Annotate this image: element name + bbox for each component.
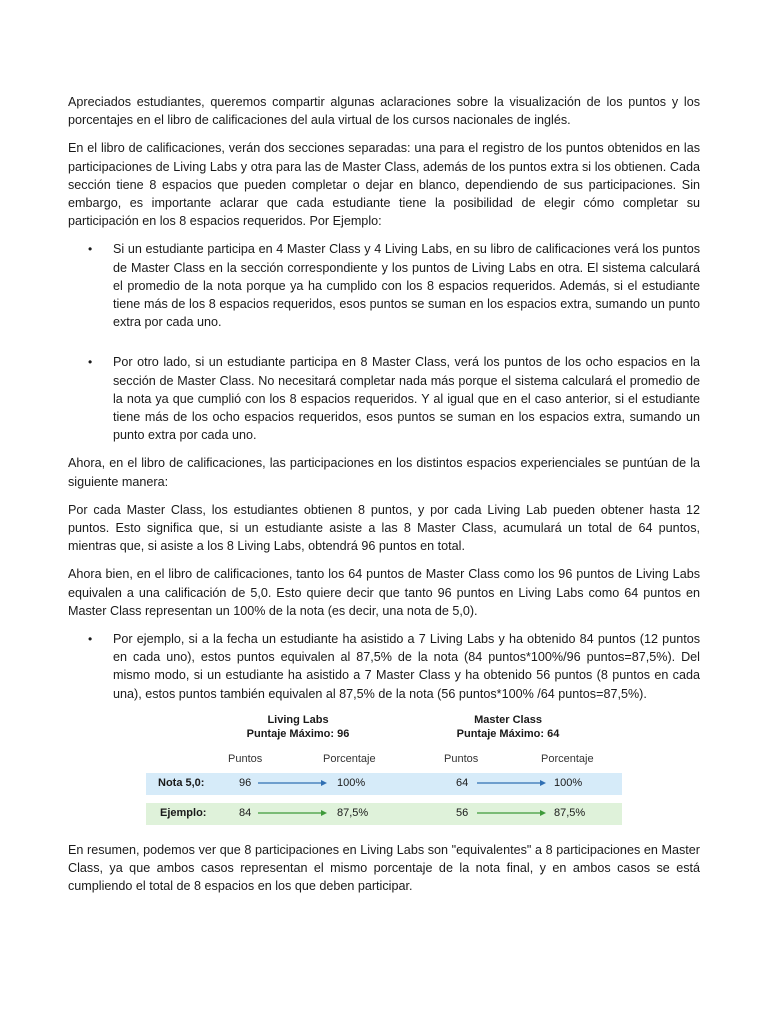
points-table: [68, 711, 700, 829]
bullet-icon: •: [88, 355, 93, 370]
list-item-text: Por otro lado, si un estudiante participa en 8 Master Class, verá los puntos de los ocho espacios en la sección de Master Class. No necesitará completar nada más porque el sistema calculará el promedio de la nota ya que cumplió con los 8 espacios requeridos. Y al igual que en el caso anterior, si el estudiante tiene más de los ocho espacios requeridos, esos puntos se suman en los espacios extra, sumando un punto extra por cada uno.: [113, 355, 700, 443]
living-percent: 100%: [337, 776, 366, 789]
arrow-icon: [477, 778, 547, 788]
arrow-icon: [258, 778, 328, 788]
examples-list: [68, 240, 700, 444]
living-percent: 87,5%: [337, 806, 369, 819]
living-labs-max: Puntaje Máximo: 96: [246, 727, 350, 740]
master-col-porcentaje: Porcentaje: [541, 752, 594, 765]
list-item: [68, 240, 700, 331]
master-class-title: Master Class: [474, 713, 542, 726]
living-col-puntos: Puntos: [228, 752, 263, 765]
points-paragraph: Por cada Master Class, los estudiantes obtienen 8 puntos, y por cada Living Lab pueden obtener hasta 12 puntos. Esto significa que, si un estudiante asiste a las 8 Master Class, acumulará un total de 64 puntos, mientras que, si asiste a los 8 Living Labs, obtendrá 96 puntos en total.: [68, 502, 700, 554]
list-item: [68, 353, 700, 444]
living-points: 96: [239, 776, 252, 789]
master-points: 56: [456, 806, 469, 819]
arrow-icon: [258, 808, 328, 818]
living-labs-title: Living Labs: [267, 713, 329, 726]
arrow-icon: [477, 808, 547, 818]
row-label: Nota 5,0:: [158, 776, 205, 789]
living-labs-header: [228, 713, 368, 741]
master-col-puntos: Puntos: [444, 752, 479, 765]
list-item-text: Si un estudiante participa en 4 Master Class y 4 Living Labs, en su libro de calificaciones verá los puntos de Master Class en la sección correspondiente y los puntos de Living Labs en otra. El sistema calculará el promedio de la nota porque ya ha cumplido con los 8 espacios requeridos. Además, si el estudiante tiene más de los 8 espacios requeridos, esos puntos se suman en los espacios extra, sumando un punto extra por cada uno.: [113, 242, 700, 330]
list-item: [68, 630, 700, 703]
master-percent: 100%: [554, 776, 583, 789]
master-class-max: Puntaje Máximo: 64: [456, 727, 560, 740]
table-row-ejemplo: [146, 803, 622, 825]
equivalence-paragraph: Ahora bien, en el libro de calificaciones, tanto los 64 puntos de Master Class como los 96 puntos de Living Labs equivalen a una calificación de 5,0. Esto quiere decir que tanto 96 puntos en Living Labs como 64 puntos en Master Class representan un 100% de la nota (es decir, una nota de 5,0).: [68, 567, 700, 618]
living-points: 84: [239, 806, 252, 819]
master-percent: 87,5%: [554, 806, 586, 819]
summary-paragraph: En resumen, podemos ver que 8 participaciones en Living Labs son "equivalentes" a 8 participaciones en Master Class, ya que ambos casos representan el mismo porcentaje de la nota final, y en ambos casos se está cumpliendo el total de 8 espacios en los que deben participar.: [68, 842, 700, 894]
scoring-intro-paragraph: Ahora, en el libro de calificaciones, las participaciones en los distintos espacios experienciales se puntúan de la siguiente manera:: [68, 456, 700, 489]
table-row-nota: [146, 773, 622, 795]
master-class-header: [438, 713, 578, 741]
example-list: [68, 630, 700, 703]
master-points: 64: [456, 776, 469, 789]
intro-paragraph: Apreciados estudiantes, queremos compartir algunas aclaraciones sobre la visualización de los puntos y los porcentajes en el libro de calificaciones del aula virtual de los cursos nacionales de inglés.: [68, 95, 700, 128]
list-item-text: Por ejemplo, si a la fecha un estudiante ha asistido a 7 Living Labs y ha obtenido 84 puntos (12 puntos en cada uno), estos puntos equivalen al 87,5% de la nota (84 puntos*100%/96 puntos=87,5%). Del mismo modo, si un estudiante ha asistido a 7 Master Class y ha obtenido 56 puntos (8 puntos en cada una), estos puntos también equivalen al 87,5% de la nota (56 puntos*100% /64 puntos=87,5%).: [113, 632, 700, 701]
bullet-icon: •: [88, 242, 93, 257]
bullet-icon: •: [88, 632, 93, 647]
living-col-porcentaje: Porcentaje: [323, 752, 376, 765]
document-body: [68, 93, 700, 906]
sections-paragraph: En el libro de calificaciones, verán dos secciones separadas: una para el registro de los puntos obtenidos en las participaciones de Living Labs y otra para las de Master Class, además de los puntos extra si los obtienen. Cada sección tiene 8 espacios que pueden completar o dejar en blanco, dependiendo de sus participaciones. Sin embargo, es importante aclarar que cada estudiante tiene la posibilidad de elegir cómo completar su participación en los 8 espacios requeridos. Por Ejemplo:: [68, 141, 700, 229]
row-label: Ejemplo:: [160, 806, 207, 819]
